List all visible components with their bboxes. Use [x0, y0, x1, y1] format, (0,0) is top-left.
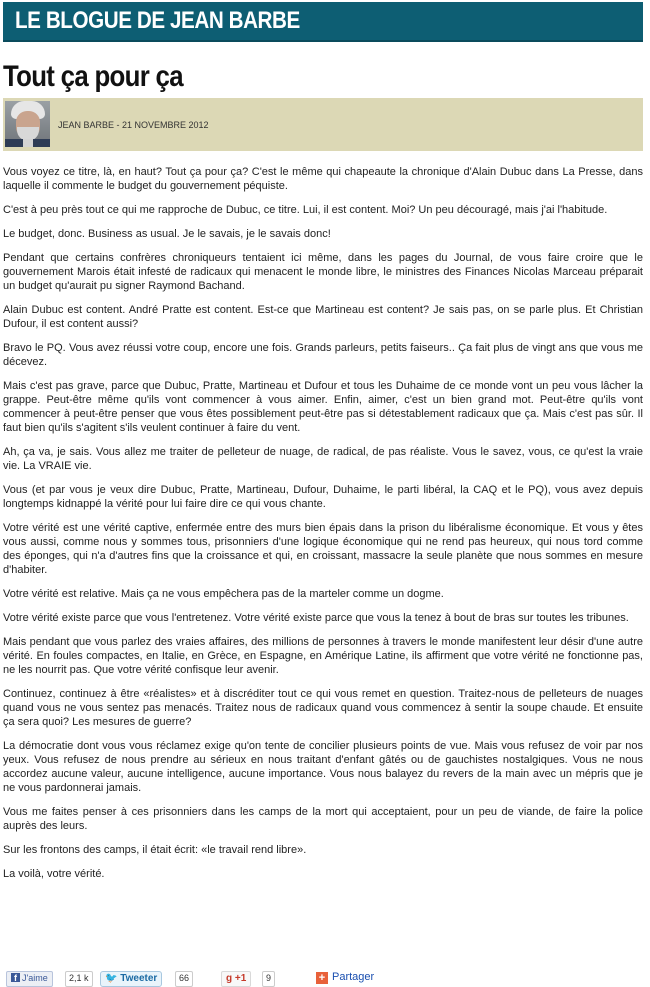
facebook-icon: f: [11, 973, 20, 982]
paragraph: La démocratie dont vous vous réclamez exige qu'on tente de concilier plusieurs points de vue. Mais vous refusez de voir par nos yeux. Vous refusez de nous prendre au sérieux en nous traitant d'enfant gâtés ou de gauchistes nostalgiques. Vous ne nous accordez aucune valeur, aucune intelligence, aucune importance. Vous nous balayez du revers de la main avec un mépris que je ne vous pardonnerai jamais.: [3, 740, 643, 794]
paragraph: Alain Dubuc est content. André Pratte est content. Est-ce que Martineau est content? Je sais pas, on se parle plus. Et Christian Dufour, il est content aussi?: [3, 304, 643, 330]
paragraph: Bravo le PQ. Vous avez réussi votre coup, encore une fois. Grands parleurs, petits faiseurs.. Ça fait plus de vingt ans que vous me décevez.: [3, 342, 643, 368]
paragraph: Pendant que certains confrères chroniqueurs tentaient ici même, dans les pages du Journal, de vous faire croire que le gouvernement Marois était infesté de radicaux qui menacent le monde libre, le ministres des Finances Nicolas Marceau préparait un budget qu'aurait pu signer Raymond Bachand.: [3, 252, 643, 292]
paragraph: Mais pendant que vous parlez des vraies affaires, des millions de personnes à travers le monde manifestent leur désir d'une autre vérité. En foules compactes, en Italie, en Grèce, en Espagne, en Amérique Latine, ils affirment que votre vérité ne fonctionne pas, ne les nourrit pas. Que votre vérité confisque leur avenir.: [3, 636, 643, 676]
paragraph: Votre vérité existe parce que vous l'entretenez. Votre vérité existe parce que vous la tenez à bout de bras sur toutes les tribunes.: [3, 612, 629, 624]
paragraph: Sur les frontons des camps, il était écrit: «le travail rend libre».: [3, 844, 307, 856]
facebook-like-label: J'aime: [22, 973, 48, 983]
author-byline: JEAN BARBE - 21 NOVEMBRE 2012: [58, 120, 209, 130]
paragraph: Continuez, continuez à être «réalistes» et à discréditer tout ce qui vous remet en question. Traitez-nous de pelleteurs de nuages quand vous ne vous sentez pas menacés. Traitez nous de radicaux quand vous commencez à sentir la soupe chaude. Et ensuite ça sera quoi? Les mesures de guerre?: [3, 688, 643, 728]
tweet-count: 66: [175, 971, 193, 987]
byline-bar: [3, 98, 643, 151]
paragraph: Vous (et par vous je veux dire Dubuc, Pratte, Martineau, Dufour, Duhaime, le parti libéral, la CAQ et le PQ), vous avez depuis longtemps kidnappé la vérité pour lui faire dire ce qui vous chante.: [3, 484, 643, 510]
share-bar: [3, 969, 643, 983]
paragraph: La voilà, votre vérité.: [3, 868, 105, 880]
article-body: [3, 165, 643, 891]
google-plus-button[interactable]: [221, 971, 251, 987]
facebook-like-count: 2,1 k: [65, 971, 93, 987]
tweet-button[interactable]: [100, 971, 162, 987]
blog-banner: [3, 2, 643, 42]
author-avatar[interactable]: [5, 101, 50, 147]
post-title: Tout ça pour ça: [3, 60, 183, 93]
share-label: Partager: [332, 971, 375, 983]
paragraph: Vous me faites penser à ces prisonniers dans les camps de la mort qui acceptaient, pour un peu de viande, de faire la police auprès des leurs.: [3, 806, 643, 832]
blog-title[interactable]: LE BLOGUE DE JEAN BARBE: [15, 7, 300, 34]
twitter-bird-icon: 🐦: [105, 973, 118, 984]
paragraph: C'est à peu près tout ce qui me rapproche de Dubuc, ce titre. Lui, il est content. Moi? Un peu découragé, mais j'ai l'habitude.: [3, 204, 608, 216]
facebook-like-button[interactable]: [6, 971, 53, 987]
paragraph: Votre vérité est une vérité captive, enfermée entre des murs bien épais dans la prison du libéralisme économique. Et vous y êtes vous aussi, comme nous y sommes tous, prisonniers d'une logique économique qui ne rend pas heureux, qui nous tord comme des éponges, qui n'a d'autres fins que la croissance et qui, en croissant, massacre la seule planète que nous sommes en mesure d'habiter.: [3, 522, 643, 576]
paragraph: Mais c'est pas grave, parce que Dubuc, Pratte, Martineau et Dufour et tous les Duhaime de ce monde vont un peu vous lâcher la grappe. Peut-être même qu'ils vont commencer à vous aimer. Enfin, aimer, c'est un bien grand mot. Peut-être qu'ils vont commencer à peut-être penser que vous êtes possiblement peut-être pas si détestablement radicaux que ça. Mais c'est pas sûr. Il faut bien qu'ils s'agitent s'ils veulent continuer à faire du vent.: [3, 380, 643, 434]
paragraph: Le budget, donc. Business as usual. Je le savais, je le savais donc!: [3, 228, 331, 240]
google-plus-count: 9: [262, 971, 275, 987]
paragraph: Votre vérité est relative. Mais ça ne vous empêchera pas de la marteler comme un dogme.: [3, 588, 444, 600]
paragraph: Ah, ça va, je sais. Vous allez me traiter de pelleteur de nuage, de radical, de pas réaliste. Vous le savez, vous, ce qu'est la vraie vie. La VRAIE vie.: [3, 446, 643, 472]
paragraph: Vous voyez ce titre, là, en haut? Tout ça pour ça? C'est le même qui chapeaute la chronique d'Alain Dubuc dans La Presse, dans laquelle il commente le budget du gouvernement péquiste.: [3, 166, 643, 192]
share-plus-icon: +: [316, 972, 328, 984]
google-plus-label: +1: [234, 973, 247, 984]
tweet-label: Tweeter: [120, 973, 158, 984]
google-plus-icon: g: [226, 973, 233, 984]
